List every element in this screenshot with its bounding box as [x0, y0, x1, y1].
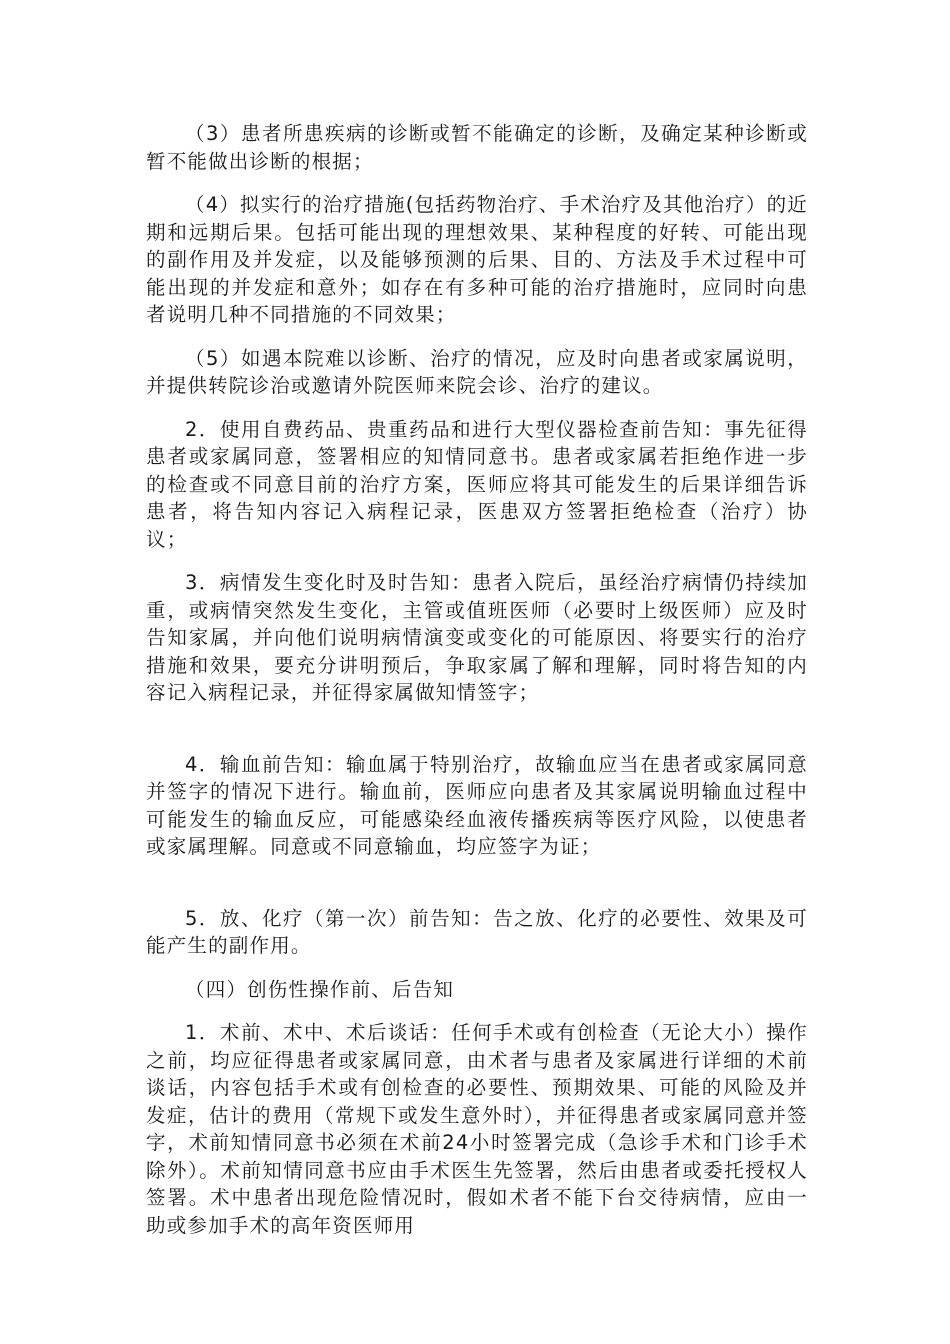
paragraph-transfusion-notice: 4．输血前告知：输血属于特别治疗，故输血应当在患者或家属同意并签字的情况下进行。输血前，医师应向患者及其家属说明输血过程中可能发生的输血反应，可能感染经血液传播疾病等医疗风险，以使患者或家属理解。同意或不同意输血，均应签字为证；: [146, 752, 808, 858]
paragraph-expensive-drugs-notice: 2．使用自费药品、贵重药品和进行大型仪器检查前告知：事先征得患者或家属同意，签署相应的知情同意书。患者或家属若拒绝作进一步的检查或不同意目前的治疗方案，医师应将其可能发生的后果详细告诉患者，将告知内容记入病程记录，医患双方签署拒绝检查（治疗）协议；: [146, 417, 808, 551]
paragraph-surgery-talks: 1．术前、术中、术后谈话：任何手术或有创检查（无论大小）操作之前，均应征得患者或家属同意，由术者与患者及家属进行详细的术前谈话，内容包括手术或有创检查的必要性、预期效果、可能的风险及并发症，估计的费用（常规下或发生意外时），并征得患者或家属同意并签字，术前知情同意书必须在术前24小时签署完成（急诊手术和门诊手术除外）。术前知情同意书应由手术医生先签署，然后由患者或委托授权人签署。术中患者出现危险情况时，假如术者不能下台交待病情，应由一助或参加手术的高年资医师用: [146, 1021, 808, 1237]
paragraph-chemo-radio-notice: 5．放、化疗（第一次）前告知：告之放、化疗的必要性、效果及可能产生的副作用。: [146, 906, 808, 957]
document-body: [146, 120, 808, 1239]
paragraph-referral: （5）如遇本院难以诊断、治疗的情况，应及时向患者或家属说明，并提供转院诊治或邀请外院医师来院会诊、治疗的建议。: [146, 346, 808, 397]
paragraph-treatment-measures: （4）拟实行的治疗措施(包括药物治疗、手术治疗及其他治疗）的近期和远期后果。包括可能出现的理想效果、某种程度的好转、可能出现的副作用及并发症，以及能够预测的后果、目的、方法及手术过程中可能出现的并发症和意外；如存在有多种可能的治疗措施时，应同时向患者说明几种不同措施的不同效果；: [146, 193, 808, 326]
section-heading-invasive-procedures: （四）创伤性操作前、后告知: [185, 977, 455, 1001]
paragraph-condition-change-notice: 3．病情发生变化时及时告知：患者入院后，虽经治疗病情仍持续加重，或病情突然发生变化，主管或值班医师（必要时上级医师）应及时告知家属，并向他们说明病情演变或变化的可能原因、将要实行的治疗措施和效果，要充分讲明预后，争取家属了解和理解，同时将告知的内容记入病程记录，并征得家属做知情签字；: [146, 571, 808, 704]
paragraph-diagnosis: （3）患者所患疾病的诊断或暂不能确定的诊断，及确定某种诊断或暂不能做出诊断的根据；: [146, 122, 808, 173]
